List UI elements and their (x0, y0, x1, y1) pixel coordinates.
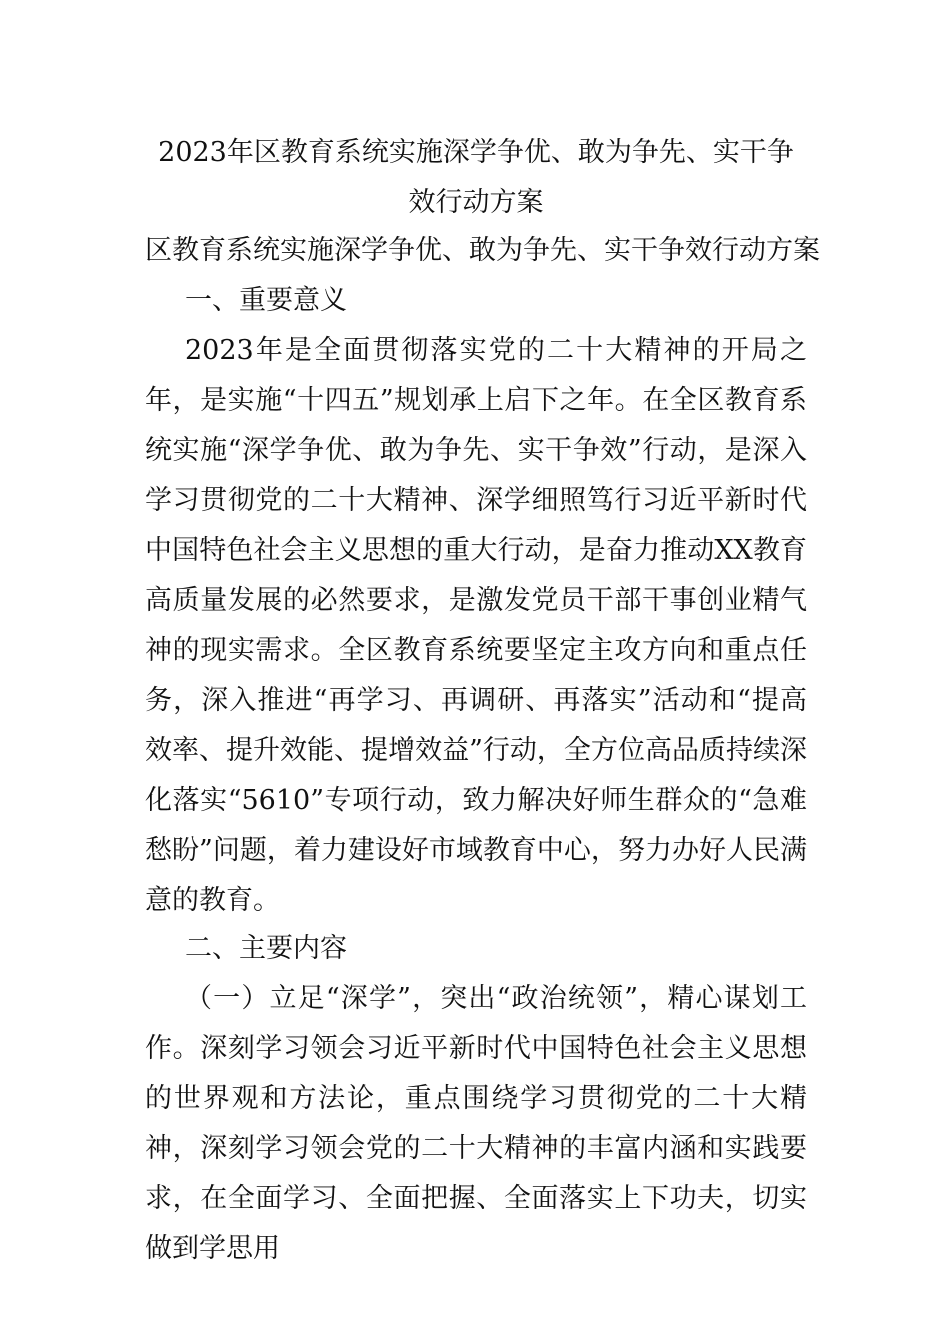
document-subtitle: 区教育系统实施深学争优、敢为争先、实干争效行动方案 (145, 235, 820, 266)
document-title: 2023年区教育系统实施深学争优、敢为争先、实干争效行动方案 (158, 137, 794, 218)
section-paragraph-1: 2023年是全面贯彻落实党的二十大精神的开局之年，是实施“十四五”规划承上启下之年。在全区教育系统实施“深学争优、敢为争先、实干争效”行动，是深入学习贯彻党的二十大精神、深学细照笃行习近平新时代中国特色社会主义思想的重大行动，是奋力推动XX教育高质量发展的必然要求，是激发党员干部干事创业精气神的现实需求。全区教育系统要坚定主攻方向和重点任务，深入推进“再学习、再调研、再落实”活动和“提高效率、提升效能、提增效益”行动，全方位高品质持续深化落实“5610”专项行动，致力解决好师生群众的“急难愁盼”问题，着力建设好市域教育中心，努力办好人民满意的教育。 (145, 335, 807, 916)
section-heading-2: 二、主要内容 (185, 933, 347, 964)
section-paragraph-2: （一）立足“深学”，突出“政治统领”，精心谋划工作。深刻学习领会习近平新时代中国特色社会主义思想的世界观和方法论，重点围绕学习贯彻党的二十大精神，深刻学习领会党的二十大精神的丰富内涵和实践要求，在全面学习、全面把握、全面落实上下功夫，切实做到学思用 (145, 983, 807, 1264)
section-heading-1: 一、重要意义 (185, 285, 347, 316)
